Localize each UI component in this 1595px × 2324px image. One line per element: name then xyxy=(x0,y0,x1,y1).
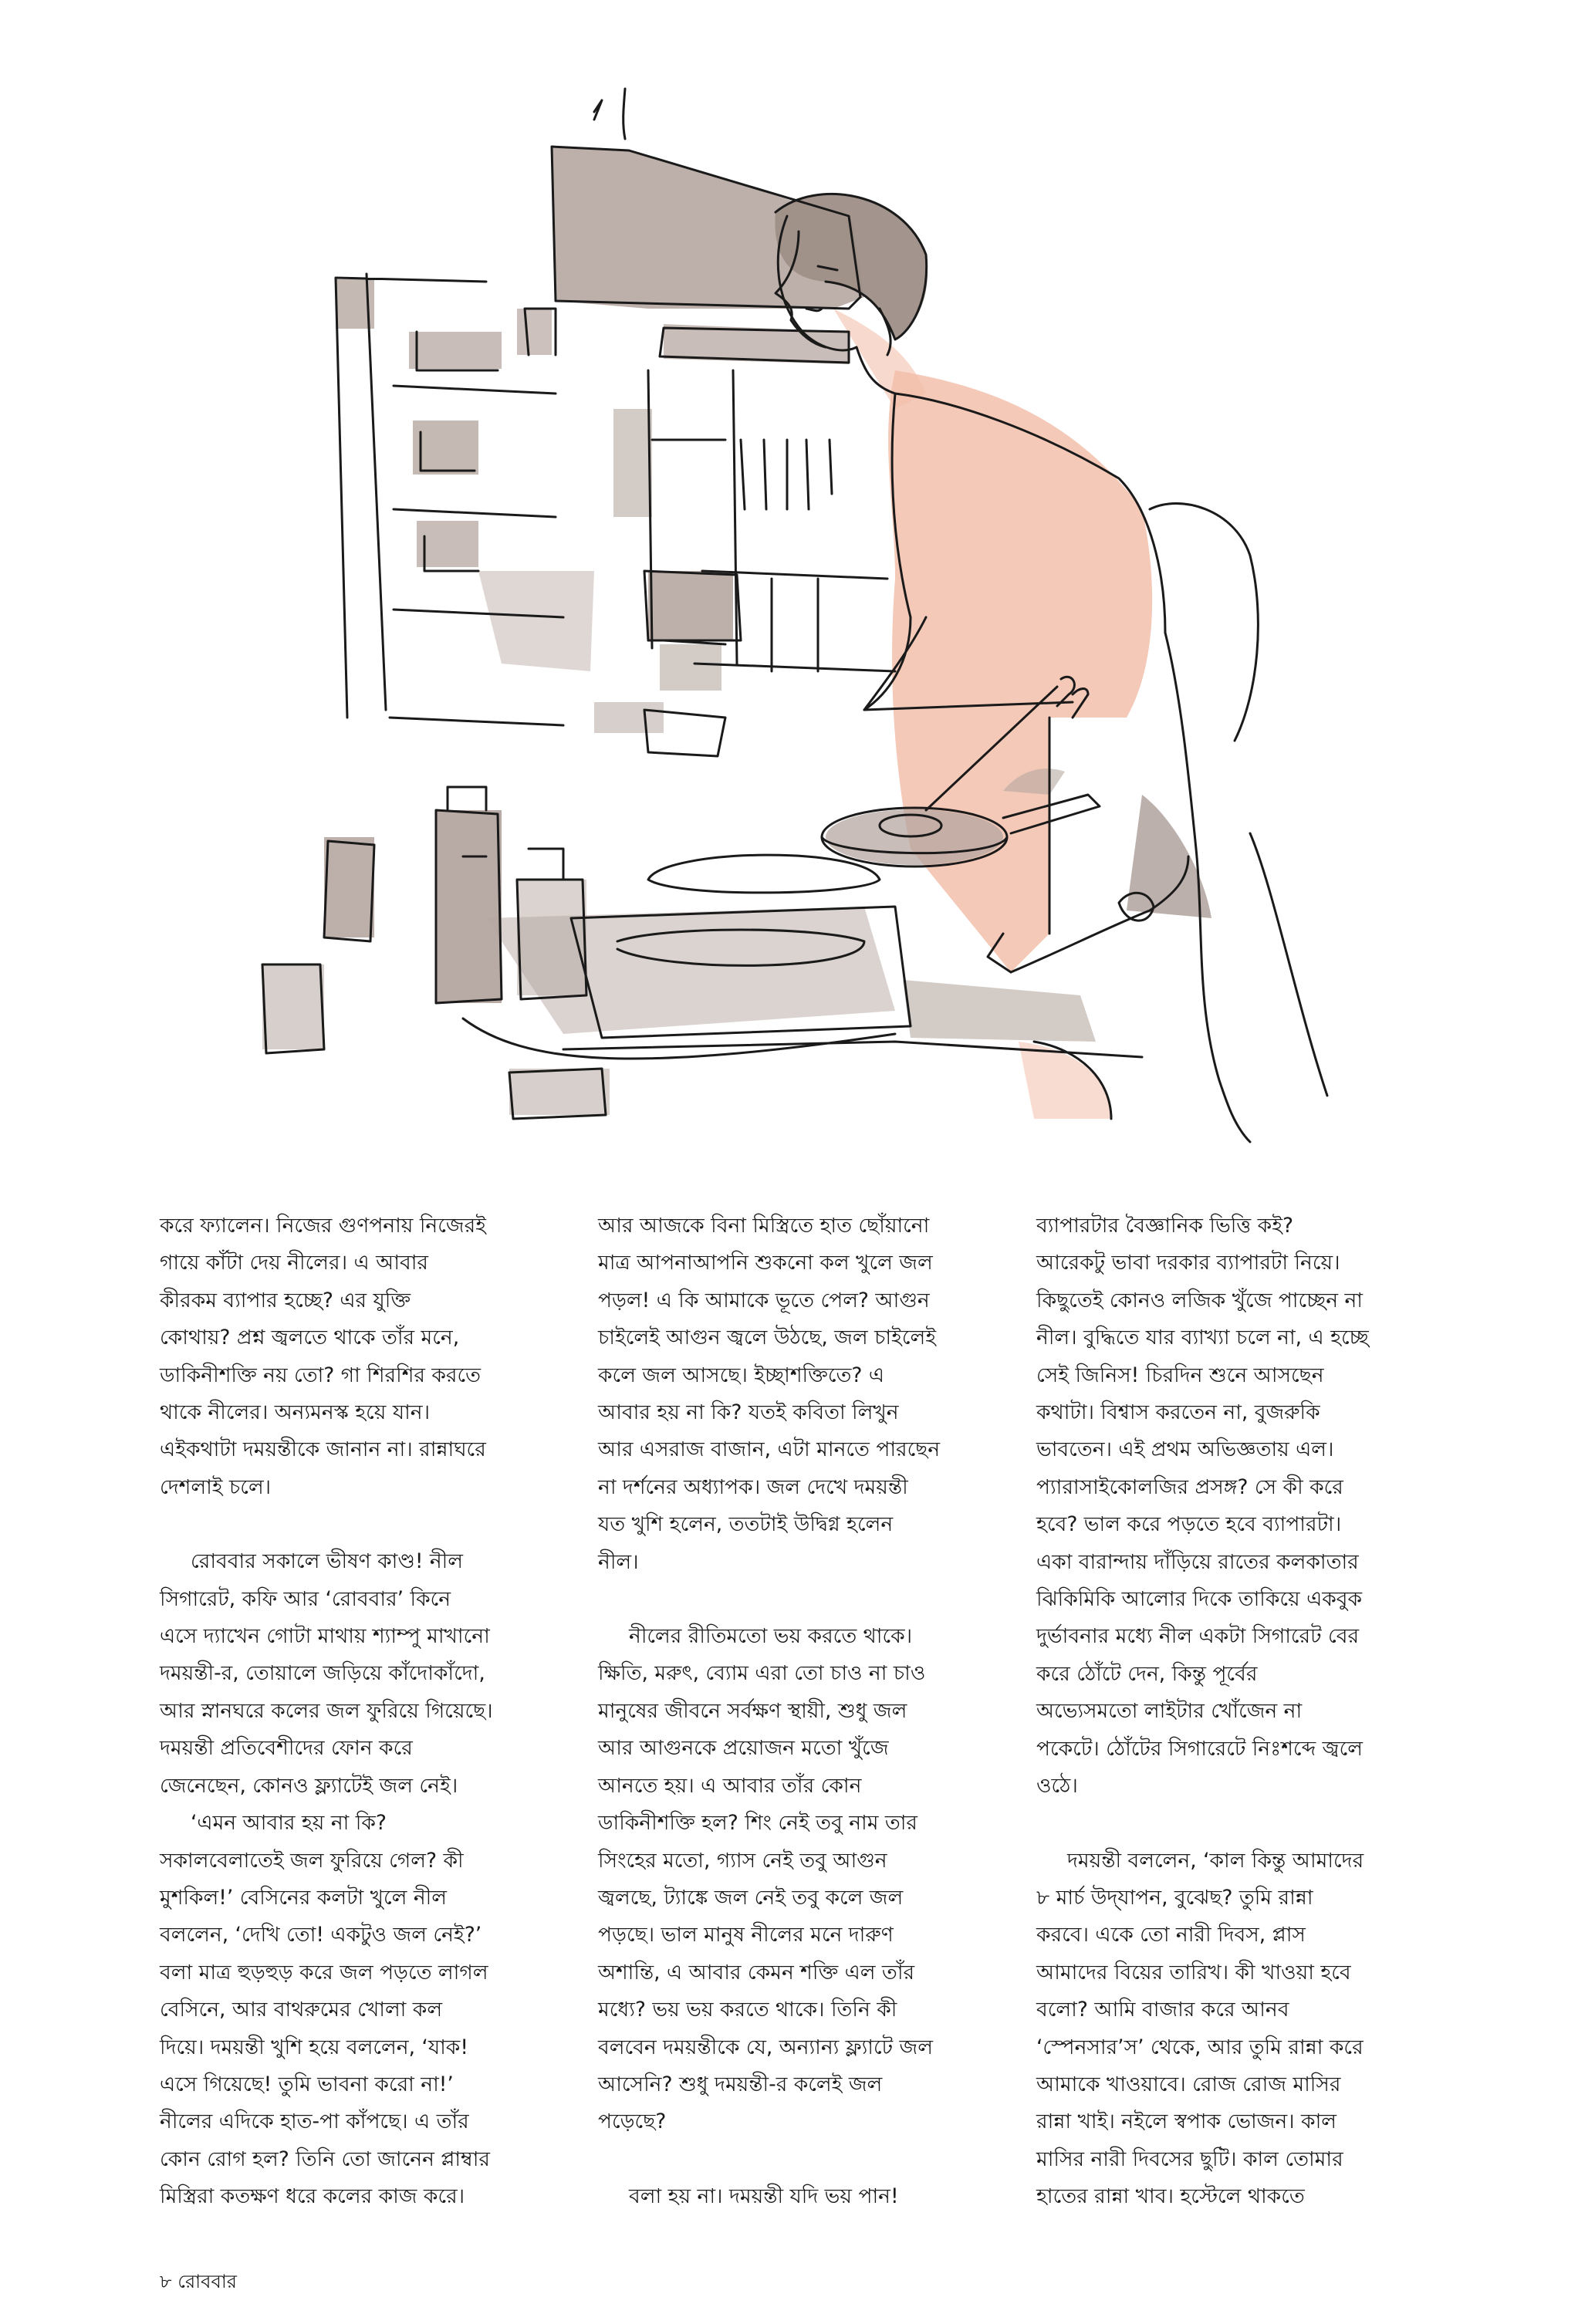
text-line: বললেন, ‘দেখি তো! একটুও জল নেই?’ xyxy=(160,1923,482,1947)
text-line: বলো? আমি বাজার করে আনব xyxy=(1036,1998,1289,2022)
text-line: জ্বলছে, ট্যাঙ্কে জল নেই তবু কলে জল xyxy=(598,1885,904,1910)
text-line: কলে জল আসছে। ইচ্ছাশক্তিতে? এ xyxy=(598,1363,884,1387)
text-line: নীলের রীতিমতো ভয় করতে থাকে। xyxy=(629,1624,913,1649)
text-line: ডাকিনীশক্তি হল? শিং নেই তবু নাম তার xyxy=(598,1811,917,1836)
text-line: যত খুশি হলেন, ততটাই উদ্বিগ্ন হলেন xyxy=(598,1512,894,1537)
text-line: করবে। একে তো নারী দিবস, প্লাস xyxy=(1036,1923,1306,1947)
text-line: সেই জিনিস! চিরদিন শুনে আসছেন xyxy=(1036,1363,1324,1387)
text-line: এইকথাটা দময়ন্তীকে জানান না। রান্নাঘরে xyxy=(160,1437,486,1462)
paragraph-gap xyxy=(598,2141,999,2178)
text-line: ডাকিনীশক্তি নয় তো? গা শিরশির করতে xyxy=(160,1363,482,1387)
text-line: দিয়ে। দময়ন্তী খুশি হয়ে বললেন, ‘যাক! xyxy=(160,2035,468,2059)
text-line: মুশকিল!’ বেসিনের কলটা খুলে নীল xyxy=(160,1885,447,1910)
text-line: মাসির নারী দিবসের ছুটি। কাল তোমার xyxy=(1036,2147,1343,2171)
text-line: মাত্র আপনাআপনি শুকনো কল খুলে জল xyxy=(598,1251,933,1275)
text-line: কোন রোগ হল? তিনি তো জানেন প্লাম্বার xyxy=(160,2147,490,2171)
text-line: অশান্তি, এ আবার কেমন শক্তি এল তাঁর xyxy=(598,1960,915,1985)
text-line: করে ফ্যালেন। নিজের গুণপনায় নিজেরই xyxy=(160,1214,486,1238)
text-line: একা বারান্দায় দাঁড়িয়ে রাতের কলকাতার xyxy=(1036,1549,1359,1574)
text-line: মধ্যে? ভয় ভয় করতে থাকে। তিনি কী xyxy=(598,1998,897,2022)
text-line: আমাকে খাওয়াবে। রোজ রোজ মাসির xyxy=(1036,2072,1341,2096)
page-folio: ৮ রোববার xyxy=(160,2271,237,2292)
text-line: আর আগুনকে প্রয়োজন মতো খুঁজে xyxy=(598,1736,889,1761)
text-line: বলবেন দময়ন্তীকে যে, অন্যান্য ফ্ল্যাটে জল xyxy=(598,2035,933,2059)
text-line: ৮ মার্চ উদ্‌যাপন, বুঝেছ? তুমি রান্না xyxy=(1036,1885,1313,1910)
text-column-1 xyxy=(160,1208,561,2216)
text-line: আসেনি? শুধু দময়ন্তী-র কলেই জল xyxy=(598,2072,883,2096)
text-line: গায়ে কাঁটা দেয় নীলের। এ আবার xyxy=(160,1251,428,1275)
text-line: হাতের রান্না খাব। হস্টেলে থাকতে xyxy=(1036,2184,1305,2209)
text-line: অভ্যেসমতো লাইটার খোঁজেন না xyxy=(1036,1699,1303,1724)
text-line: নীল। xyxy=(598,1549,639,1574)
text-line: না দর্শনের অধ্যাপক। জল দেখে দময়ন্তী xyxy=(598,1474,908,1499)
text-line: দেশলাই চলে। xyxy=(160,1474,272,1499)
text-line: ওঠে। xyxy=(1036,1774,1078,1799)
text-line: চাইলেই আগুন জ্বলে উঠছে, জল চাইলেই xyxy=(598,1326,937,1350)
text-line: আবার হয় না কি? যতই কবিতা লিখুন xyxy=(598,1400,899,1425)
text-line: সকালবেলাতেই জল ফুরিয়ে গেল? কী xyxy=(160,1848,464,1873)
paragraph-gap xyxy=(1036,1805,1438,1843)
text-line: ভাবতেন। এই প্রথম অভিজ্ঞতায় এল। xyxy=(1036,1437,1334,1462)
text-line: পড়ছে। ভাল মানুষ নীলের মনে দারুণ xyxy=(598,1923,894,1947)
text-line: রান্না খাই। নইলে স্বপাক ভোজন। কাল xyxy=(1036,2110,1337,2134)
paragraph-gap xyxy=(160,1506,561,1543)
text-line: ক্ষিতি, মরুৎ, ব্যোম এরা তো চাও না চাও xyxy=(598,1661,926,1686)
text-line: পড়েছে? xyxy=(598,2110,667,2134)
text-line: আর স্নানঘরে কলের জল ফুরিয়ে গিয়েছে। xyxy=(160,1698,493,1723)
text-line: নীলের এদিকে হাত-পা কাঁপছে। এ তাঁর xyxy=(160,2110,469,2134)
text-line: করে ঠোঁটে দেন, কিন্তু পূর্বের xyxy=(1036,1661,1258,1686)
text-line: মানুষের জীবনে সর্বক্ষণ স্থায়ী, শুধু জল xyxy=(598,1698,907,1723)
text-column-3 xyxy=(1036,1208,1438,2216)
text-line: আমাদের বিয়ের তারিখ। কী খাওয়া হবে xyxy=(1036,1960,1351,1985)
text-line: মিস্ত্রিরা কতক্ষণ ধরে কলের কাজ করে। xyxy=(160,2184,465,2209)
text-line: কথাটা। বিশ্বাস করতেন না, বুজরুকি xyxy=(1036,1400,1320,1425)
text-line: কীরকম ব্যাপার হচ্ছে? এর যুক্তি xyxy=(160,1288,411,1312)
text-line: দময়ন্তী বললেন, ‘কাল কিন্তু আমাদের xyxy=(1067,1848,1364,1873)
text-line: সিংহের মতো, গ্যাস নেই তবু আগুন xyxy=(598,1848,887,1873)
text-line: ঝিকিমিকি আলোর দিকে তাকিয়ে একবুক xyxy=(1036,1587,1363,1612)
text-line: দুর্ভাবনার মধ্যে নীল একটা সিগারেট বের xyxy=(1036,1624,1360,1649)
text-line: বলা হয় না। দময়ন্তী যদি ভয় পান! xyxy=(629,2184,899,2208)
text-line: থাকে নীলের। অন্যমনস্ক হয়ে যান। xyxy=(160,1400,431,1425)
text-line: আর এসরাজ বাজান, এটা মানতে পারছেন xyxy=(598,1437,941,1462)
cooking-illustration xyxy=(231,77,1389,1188)
text-line: পকেটে। ঠোঁটের সিগারেটে নিঃশব্দে জ্বলে xyxy=(1036,1736,1363,1761)
text-line: হবে? ভাল করে পড়তে হবে ব্যাপারটা। xyxy=(1036,1512,1342,1537)
text-line: দময়ন্তী-র, তোয়ালে জড়িয়ে কাঁদোকাঁদো, xyxy=(160,1661,485,1686)
text-line: এসে দ্যাখেন গোটা মাথায় শ্যাম্পু মাখানো xyxy=(160,1624,490,1649)
text-line: ‘এমন আবার হয় না কি? xyxy=(191,1811,387,1836)
text-line: ‘স্পেনসার’স’ থেকে, আর তুমি রান্না করে xyxy=(1036,2035,1364,2059)
paragraph-gap xyxy=(598,1581,999,1618)
text-line: কোথায়? প্রশ্ন জ্বলতে থাকে তাঁর মনে, xyxy=(160,1326,460,1350)
text-line: রোববার সকালে ভীষণ কাণ্ড! নীল xyxy=(191,1549,464,1574)
text-column-2 xyxy=(598,1208,999,2215)
text-line: পড়ল! এ কি আমাকে ভূতে পেল? আগুন xyxy=(598,1288,930,1312)
text-line: এসে গিয়েছে! তুমি ভাবনা করো না!’ xyxy=(160,2072,454,2096)
text-line: আনতে হয়। এ আবার তাঁর কোন xyxy=(598,1773,862,1798)
text-line: নীল। বুদ্ধিতে যার ব্যাখ্যা চলে না, এ হচ্ছে xyxy=(1036,1326,1369,1350)
text-line: প্যারাসাইকোলজির প্রসঙ্গ? সে কী করে xyxy=(1036,1474,1343,1499)
text-line: আর আজকে বিনা মিস্ত্রিতে হাত ছোঁয়ানো xyxy=(598,1214,930,1238)
text-line: সিগারেট, কফি আর ‘রোববার’ কিনে xyxy=(160,1586,451,1611)
text-line: কিছুতেই কোনও লজিক খুঁজে পাচ্ছেন না xyxy=(1036,1288,1363,1312)
text-line: বেসিনে, আর বাথরুমের খোলা কল xyxy=(160,1998,443,2022)
text-line: জেনেছেন, কোনও ফ্ল্যাটেই জল নেই। xyxy=(160,1773,458,1798)
text-line: আরেকটু ভাবা দরকার ব্যাপারটা নিয়ে। xyxy=(1036,1251,1340,1275)
text-line: বলা মাত্র হুড়হুড় করে জল পড়তে লাগল xyxy=(160,1960,488,1985)
text-line: দময়ন্তী প্রতিবেশীদের ফোন করে xyxy=(160,1736,413,1761)
text-line: ব্যাপারটার বৈজ্ঞানিক ভিত্তি কই? xyxy=(1036,1214,1294,1238)
